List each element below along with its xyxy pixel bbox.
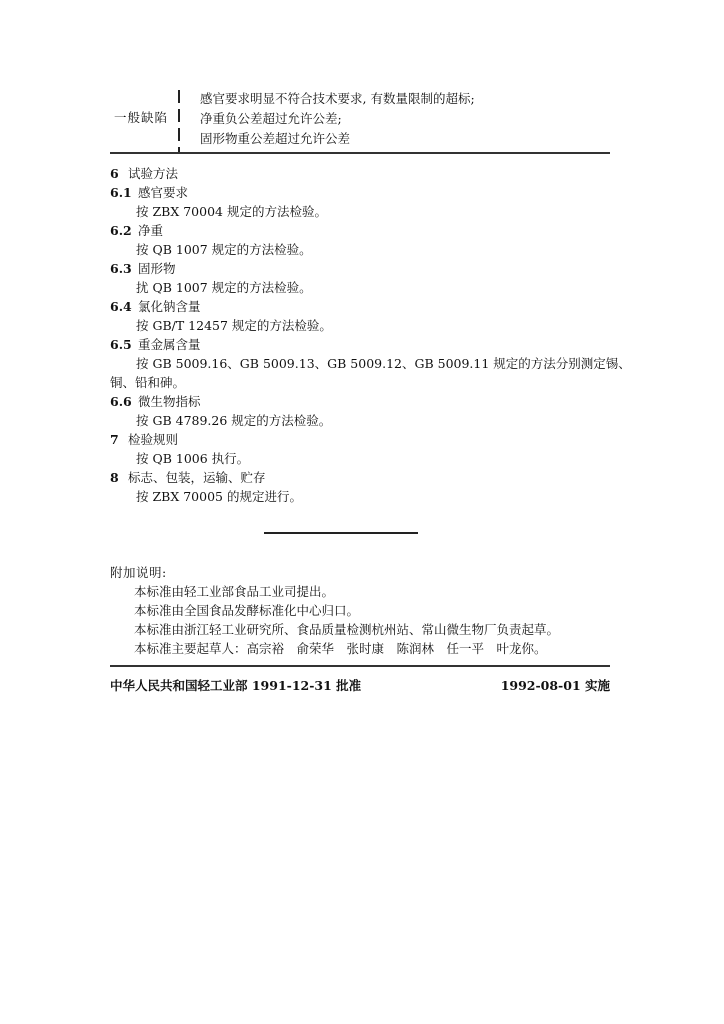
section-body: 按 GB 4789.26 规定的方法检验。 (136, 413, 332, 428)
defect-item: 净重负公差超过允许公差; (200, 111, 342, 126)
section-body: 扰 QB 1007 规定的方法检验。 (136, 280, 312, 295)
section-heading (110, 430, 610, 449)
section-number: 7 (110, 432, 119, 447)
section-body-continuation: 铜、铅和砷。 (110, 375, 186, 390)
section-title: 重金属含量 (138, 337, 201, 352)
section-title: 氯化钠含量 (138, 299, 201, 314)
section-heading (110, 468, 610, 487)
section-number: 6.6 (110, 394, 132, 409)
defect-table-separator (178, 90, 180, 152)
notes-title: 附加说明: (110, 565, 167, 580)
section-number: 6 (110, 166, 119, 181)
section-number: 6.4 (110, 299, 132, 314)
document-footer (110, 676, 610, 696)
table-bottom-rule (110, 152, 610, 154)
section-body: 按 GB/T 12457 规定的方法检验。 (136, 318, 332, 333)
section-number: 6.2 (110, 223, 132, 238)
section-number: 6.5 (110, 337, 132, 352)
defect-item: 固形物重公差超过允许公差 (200, 131, 351, 146)
section-title: 固形物 (138, 261, 176, 276)
end-of-text-rule (264, 532, 418, 534)
section-heading (110, 259, 610, 278)
implementation-date: 1992-08-01 实施 (500, 678, 610, 693)
defect-category-label: 一般缺陷 (114, 110, 169, 125)
section-title: 微生物指标 (138, 394, 201, 409)
section-heading (110, 221, 610, 240)
section-body: 按 ZBX 70004 规定的方法检验。 (136, 204, 327, 219)
note-line: 本标准主要起草人：高宗裕 俞荣华 张时康 陈润林 任一平 叶龙你。 (134, 641, 547, 656)
footer-rule (110, 665, 610, 667)
section-body: 按 GB 5009.16、GB 5009.13、GB 5009.12、GB 5009.11 规定的方法分别测定锡、 (136, 356, 631, 371)
section-title: 检验规则 (128, 432, 179, 447)
section-heading (110, 392, 610, 411)
note-line: 本标准由浙江轻工业研究所、食品质量检测杭州站、常山微生物厂负责起草。 (134, 622, 560, 637)
section-number: 8 (110, 470, 119, 485)
section-body: 按 QB 1006 执行。 (136, 451, 250, 466)
section-body: 按 QB 1007 规定的方法检验。 (136, 242, 312, 257)
defect-item: 感官要求明显不符合技术要求, 有数量限制的超标; (200, 91, 475, 106)
section-title: 净重 (138, 223, 164, 238)
section-title: 感官要求 (138, 185, 189, 200)
section-heading (110, 335, 610, 354)
note-line: 本标准由全国食品发酵标准化中心归口。 (134, 603, 360, 618)
approval-statement: 中华人民共和国轻工业部 1991-12-31 批准 (110, 678, 362, 693)
section-heading (110, 183, 610, 202)
test-methods-sections (110, 164, 631, 506)
defect-table (110, 86, 610, 153)
defect-item-list (200, 89, 475, 149)
section-body: 按 ZBX 70005 的规定进行。 (136, 489, 302, 504)
section-number: 6.1 (110, 185, 132, 200)
section-title: 试验方法 (128, 166, 179, 181)
section-title: 标志、包装，运输、贮存 (128, 470, 266, 485)
section-heading (110, 164, 610, 183)
additional-notes (110, 563, 610, 658)
section-number: 6.3 (110, 261, 132, 276)
note-line: 本标准由轻工业部食品工业司提出。 (134, 584, 335, 599)
section-heading (110, 297, 610, 316)
